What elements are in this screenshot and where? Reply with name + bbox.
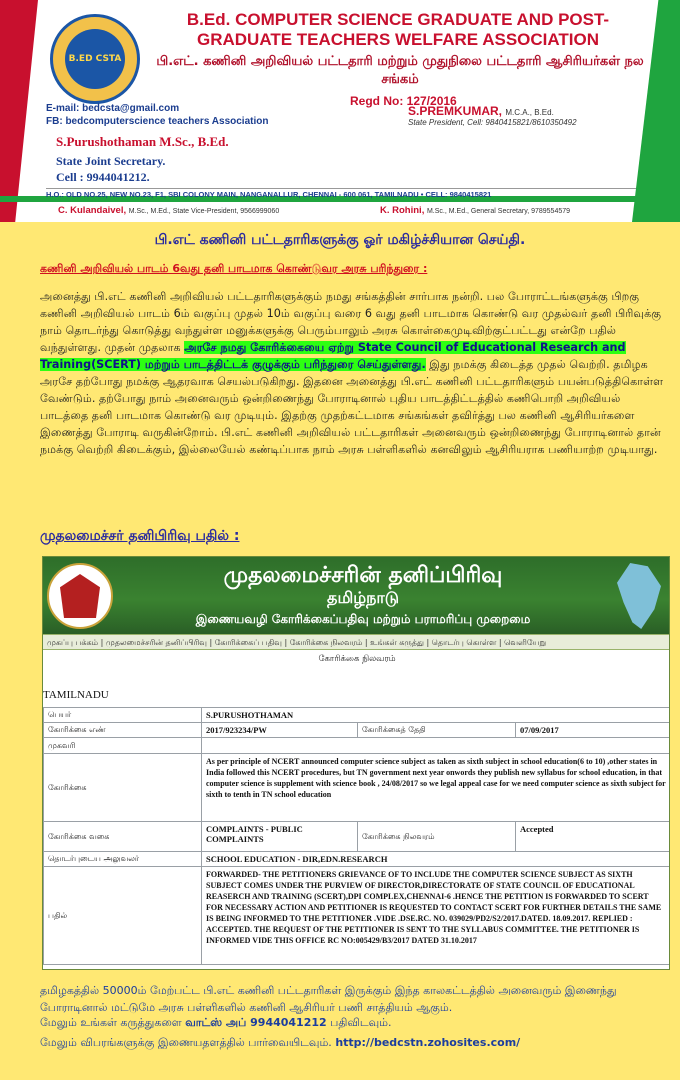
cm-cell-nav-bar[interactable]: முகப்பு பக்கம் | முதலமைச்சரின் தனிப்பிரிவு | கோரிக்கைப் பதிவு | கோரிக்கை நிலவரம் | உங்கள் கருத்து | தொடர்பு கொள்ள | வெளியேறு <box>43 634 670 650</box>
state-label: TAMILNADU <box>43 689 109 701</box>
address-value <box>202 738 671 754</box>
paragraph-part-1: அனைத்து பி.எட் கணினி அறிவியல் பட்டதாரிகளுக்கும் நமது சங்கத்தின் சார்பாக நன்றி. பல போராட்டங்களுக்கு பிறகு கணினி அறிவியல் பாடம் 6ம் வகுப்பு முதல் 10ம் வகுப்பு வரை 6 வது தனி பாடமாக கொண்டு வர முதல்வர் தனி பிரிவுக்கு நாம் தொடர்ந்து கொடுத்து வந்துள்ள மனுக்களுக்கு பெரும்பாலும் அரசு கொள்கைமுடிவிற்குட்பட்டது என்றே பதில் வந்துள்ளது. முதன் முதலாக <box>40 290 662 354</box>
petition-number-value: 2017/923234/PW <box>202 723 358 738</box>
table-row <box>44 723 671 738</box>
website-link[interactable]: http://bedcstn.zohosites.com/ <box>335 1036 521 1049</box>
logo-text: B.ED CSTA <box>68 54 122 64</box>
highlighted-recommendation: அரசே நமது கோரிக்கையை ஏற்று State Council of Educational Research and Training(SCERT) மற்றும் பாடத்திட்டக் குழுக்கும் பரிந்துரை செய்துள்ளது. <box>40 341 626 371</box>
page-headline: பி.எட் கணினி பட்டதாரிகளுக்கு ஓர் மகிழ்ச்சியான செய்தி. <box>154 232 526 248</box>
reply-value: FORWARDED- THE PETITIONERS GRIEVANCE OF TO INCLUDE THE COMPUTER SCIENCE SUBJECT AS SIXTH SUBJECT COMES UNDER THE PURVIEW OF DIRECTOR,DIRECTORATE OF STATE COUNCIL OF EDUCATIONAL REASERCH AND TRAINING (SCERT),DPI COMPLEX,CHENNAI-6 .HENCE THE PETITION IS FORWARDED TO SCERT FOR NECESSARY ACTION AND PETITIONER IS REQUESTED TO CONTACT SCERT FOR FURTHER DETAILS THE SAME IS BEING INFORMED TO THE PETITIONER .VIDE .DSE.RC. NO. 039029/PD2/S2/2017.DATED. 18.09.2017. REPLIED : ACCEPTED. THE REQUEST OF THE PETITIONER IS SENT TO THE SYLLABUS COMMITTEE. THE PETITIONER IS INFORMED VIDE THIS OFFICE RC NO:005429/B3/2017 DATED 31.10.2017 <box>202 867 671 965</box>
general-secretary <box>380 205 570 216</box>
joint-secretary-cell: Cell : 9944041212. <box>56 170 150 184</box>
paragraph-part-2: இது நமக்கு கிடைத்த முதல் வெற்றி. தமிழக அரசே தற்போது நமக்கு ஆதரவாக செயல்படுகிறது. இதனை அனைத்து பி.எட் கணினி பட்டதாரிகளும் பயன்படுத்திகொள்ள வேண்டும். தற்போது நாம் அனைவரும் ஒன்றிணைந்து போராடினால் புதிய பாடத்திட்டத்தில் கணிபொறி அறிவியல் பாடத்தை தனி பாடமாக கொண்டு வர முடியும். இதற்கு முதற்கட்டமாக சங்கங்கள் தவிர்த்து பல கணினி ஆசிரியர்களை இணைத்து போராடி வருகின்றோம். பி.எட் கணினி அறிவியல் பட்டதாரிகள் அனைவரும் ஒன்றிணைந்து போராடினால் தான் நமக்கு வெற்றி கிடைக்கும், இல்லையேல் கண்டிப்பாக நாம் அரசு பள்ளிகளில் கனவிலும் ஆசிரியராக பணியாற்ற முடியாது. <box>40 358 664 456</box>
president-name-text: S.PREMKUMAR, <box>408 104 503 118</box>
whatsapp-suffix: பதிவிடவும். <box>326 1016 392 1029</box>
joint-secretary-name: S.Purushothaman M.Sc., B.Ed. <box>56 134 229 149</box>
president-qualification: M.C.A., B.Ed. <box>505 108 554 117</box>
table-row <box>44 708 671 723</box>
cm-cell-state-title: தமிழ்நாடு <box>327 588 399 607</box>
petition-type-value: COMPLAINTS - PUBLIC COMPLAINTS <box>202 822 358 852</box>
tn-map-icon <box>617 563 661 629</box>
petition-status-heading: கோரிக்கை நிலவரம் <box>318 654 396 664</box>
sub-headline: கணினி அறிவியல் பாடம் 6வது தனி பாடமாக கொண்டுவர அரசு பரிந்துரை : <box>40 262 428 275</box>
table-row <box>44 852 671 867</box>
whatsapp-prefix: மேலும் உங்கள் கருத்துகளை <box>40 1016 186 1029</box>
general-secretary-detail: M.Sc., M.Ed., General Secretary, 9789554579 <box>426 208 571 215</box>
cm-cell-screenshot <box>42 556 670 970</box>
name-value: S.PURUSHOTHAMAN <box>202 708 671 723</box>
table-row <box>44 867 671 965</box>
website-prefix: மேலும் விபரங்களுக்கு இணையதளத்தில் பார்வையிடவும். <box>40 1036 336 1049</box>
association-logo-icon <box>50 14 140 104</box>
petition-date-value: 07/09/2017 <box>516 723 671 738</box>
officer-value: SCHOOL EDUCATION - DIR,EDN.RESEARCH <box>202 852 671 867</box>
reply-label: பதில் <box>44 867 202 965</box>
address-label: முகவரி <box>44 738 202 754</box>
vice-president-name: C. Kulandaivel, <box>58 205 127 216</box>
general-secretary-name: K. Rohini, <box>380 205 425 216</box>
request-value: As per principle of NCERT announced computer science subject as taken as sixth subject in school education(6 to 10) ,other states in India followed this NCERT procedures, but TN government next year onwords they publish new syllabus for school education, in that computer science is supplement with science book , 24/08/2017 so we legal appeal case for we need computer science as sixth subject for sixth to tenth in TN school education <box>202 754 671 822</box>
vice-president-detail: M.Sc., M.Ed., State Vice-President, 9566999060 <box>128 208 280 215</box>
name-label: பெயர் <box>44 708 202 723</box>
cm-cell-banner <box>43 557 670 634</box>
red-corner-stripe <box>0 0 38 222</box>
officer-label: தொடர்புடைய அலுவலர் <box>44 852 202 867</box>
footer-message: தமிழகத்தில் 50000ம் மேற்பட்ட பி.எட் கணினி பட்டதாரிகள் இருக்கும் இந்த காலகட்டத்தில் அனைவரும் இணைந்து போராடினால் மட்டுமே அரசு பள்ளிகளில் கணினி ஆசிரியர் பணி சாத்தியம் ஆகும். <box>40 984 617 1014</box>
petition-number-label: கோரிக்கை எண் <box>44 723 202 738</box>
petition-status-table <box>43 707 670 965</box>
whatsapp-line <box>40 1016 392 1031</box>
table-row <box>44 754 671 822</box>
cm-cell-reply-heading: முதலமைச்சர் தனிபிரிவு பதில் : <box>40 528 240 544</box>
facebook-text: FB: bedcomputerscience teachers Association <box>46 116 269 127</box>
announcement-paragraph <box>40 288 672 458</box>
petition-date-label: கோரிக்கைத் தேதி <box>358 723 516 738</box>
vice-president <box>58 205 279 216</box>
table-row <box>44 738 671 754</box>
tn-emblem-icon <box>47 563 113 629</box>
registration-number: Regd No: 127/2016 <box>350 94 457 108</box>
joint-secretary-role: State Joint Secretary. <box>56 154 166 168</box>
letterhead <box>0 0 680 222</box>
cm-cell-title: முதலமைச்சரின் தனிப்பிரிவு <box>223 563 503 588</box>
association-title: B.Ed. COMPUTER SCIENCE GRADUATE AND POST-GRADUATE TEACHERS WELFARE ASSOCIATION <box>186 10 610 49</box>
president-role: State President, Cell: 9840415821/8610350492 <box>408 118 577 127</box>
request-label: கோரிக்கை <box>44 754 202 822</box>
head-office-address: H.O.: OLD NO.25, NEW NO.23, F1, SBI COLONY MAIN, NANGANALLUR, CHENNAI - 600 061, TAMILNADU • CELL: 9840415821 <box>46 188 636 200</box>
table-row <box>44 822 671 852</box>
website-line <box>40 1036 520 1051</box>
whatsapp-number: வாட்ஸ் அப் 9944041212 <box>185 1016 327 1029</box>
cm-cell-subtitle: இணையவழி கோரிக்கைப்பதிவு மற்றும் பராமரிப்பு முறைமை <box>195 612 531 626</box>
petition-type-label: கோரிக்கை வகை <box>44 822 202 852</box>
association-title-tamil: பி.எட். கணினி அறிவியல் பட்டதாரி மற்றும் முதுநிலை பட்டதாரி ஆசிரியர்கள் நல சங்கம் <box>156 54 644 87</box>
petition-status-value: Accepted <box>516 822 671 852</box>
president-name <box>408 104 554 118</box>
email-text: E-mail: bedcsta@gmail.com <box>46 103 180 114</box>
petition-status-label: கோரிக்கை நிலவரம் <box>358 822 516 852</box>
